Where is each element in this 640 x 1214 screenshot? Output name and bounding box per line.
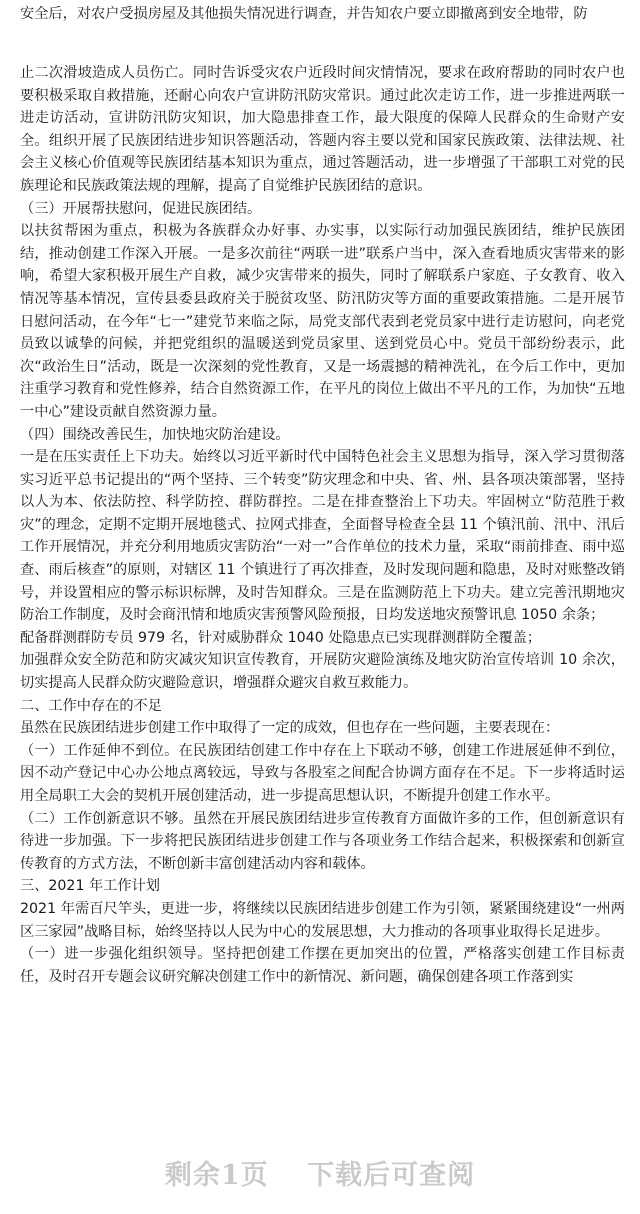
download-to-view-label: 下载后可查阅 xyxy=(307,1160,476,1191)
paragraph: （一）工作延伸不到位。在民族团结创建工作中存在上下联动不够，创建工作进展延伸不到位，因不动产登记中心办公地点离较远，导致与各股室之间配合协调方面存在不足。下一步将适时运用全局职工大会的契机开展创建活动，进一步提高思想认识，不断提升创建工作水平。 xyxy=(20,742,625,804)
section-heading: （四）围绕改善民生，加快地灾防治建设。 xyxy=(20,426,290,443)
section-heading: 二、工作中存在的不足 xyxy=(20,697,162,714)
remaining-pages-label: 剩余1页 xyxy=(164,1160,269,1191)
document-body xyxy=(20,62,625,988)
paragraph: （一）进一步强化组织领导。坚持把创建工作摆在更加突出的位置，严格落实创建工作目标责任，及时召开专题会议研究解决创建工作中的新情况、新问题，确保创建各项工作落到实 xyxy=(20,946,625,985)
paragraph: 以扶贫帮困为重点，积极为各族群众办好事、办实事，以实际行动加强民族团结，维护民族团结，推动创建工作深入开展。一是多次前往“两联一进”联系户当中，深入查看地质灾害带来的影响，希望大家积极开展生产自救，减少灾害带来的损失，同时了解联系户家庭、子女教育、收入情况等基本情况，宣传县委县政府关于脱贫攻坚、防汛防灾等方面的重要政策措施。二是开展节日慰问活动，在今年“七一”建党节来临之际，局党支部代表到老党员家中进行走访慰问，向老党员致以诚挚的问候，并把党组织的温暖送到党员家里、送到党员心中。党员干部纷纷表示，此次“政治生日”活动，既是一次深刻的党性教育，又是一场震撼的精神洗礼，在今后工作中，更加注重学习教育和党性修养，结合自然资源工作，在平凡的岗位上做出不平凡的工作，为加快“五地一中心”建设贡献自然资源力量。 xyxy=(20,223,625,420)
paragraph: 止二次滑坡造成人员伤亡。同时告诉受灾农户近段时间灾情情况，要求在政府帮助的同时农户也要积极采取自救措施，还耐心向农户宣讲防汛防灾常识。通过此次走访工作，进一步推进两联一进走访活动，宣讲防汛防灾知识，加大隐患排查工作，最大限度的保障人民群众的生命财产安全。组织开展了民族团结进步知识答题活动，答题内容主要以党和国家民族政策、法律法规、社会主义核心价值观等民族团结基本知识为重点，通过答题活动，进一步增强了干部职工对党的民族理论和民族政策法规的理解，提高了自觉维护民族团结的意识。 xyxy=(20,65,625,194)
top-text-fragment: 安全后，对农户受损房屋及其他损失情况进行调查，并告知农户要立即撤离到安全地带，防 xyxy=(20,6,588,22)
paragraph: 一是在压实责任上下功夫。始终以习近平新时代中国特色社会主义思想为指导，深入学习贯彻落实习近平总书记提出的“两个坚持、三个转变”防灾理念和中央、省、州、县各项决策部署，坚持以人为本、依法防控、科学防控、群防群控。二是在排查整治上下功夫。牢固树立“防范胜于救灾”的理念，定期不定期开展地毯式、拉网式排查，全面督导检查全县 11 个镇汛前、汛中、汛后工作开展情况，并充分利用地质灾害防治“一对一”合作单位的技术力量，采取“雨前排查、雨中巡查、雨后核查”的原则，对辖区 11 个镇进行了再次排查，及时发现问题和隐患，及时对账整改销号，并设置相应的警示标识标牌，及时告知群众。三是在监测防范上下功夫。建立完善汛期地灾防治工作制度，及时会商汛情和地质灾害预警风险预报，日均发送地灾预警讯息 1050 余条； xyxy=(20,449,625,624)
paragraph: 虽然在民族团结进步创建工作中取得了一定的成效，但也存在一些问题，主要表现在： xyxy=(20,720,560,737)
paragraph: 2021 年需百尺竿头，更进一步，将继续以民族团结进步创建工作为引领，紧紧围绕建设“一州两区三家园”战略目标，始终坚持以人民为中心的发展思想，大力推动的各项事业取得长足进步。 xyxy=(20,900,625,940)
section-heading: （三）开展帮扶慰问，促进民族团结。 xyxy=(20,200,262,217)
paragraph: 加强群众安全防范和防灾减灾知识宣传教育，开展防灾避险演练及地灾防治宣传培训 10 余次，切实提高人民群众防灾避险意识，增强群众避灾自救互救能力。 xyxy=(20,652,625,692)
remaining-pages-notice[interactable] xyxy=(0,1153,640,1192)
paragraph: 配备群测群防专员 979 名，针对威胁群众 1040 处隐患点已实现群测群防全覆盖； xyxy=(20,629,542,646)
paragraph: （二）工作创新意识不够。虽然在开展民族团结进步宣传教育方面做许多的工作，但创新意识有待进一步加强。下一步将把民族团结进步创建工作与各项业务工作结合起来，积极探索和创新宣传教育的方式方法，不断创新丰富创建活动内容和载体。 xyxy=(20,810,625,872)
page-gap xyxy=(0,30,640,58)
section-heading: 三、2021 年工作计划 xyxy=(20,878,160,895)
